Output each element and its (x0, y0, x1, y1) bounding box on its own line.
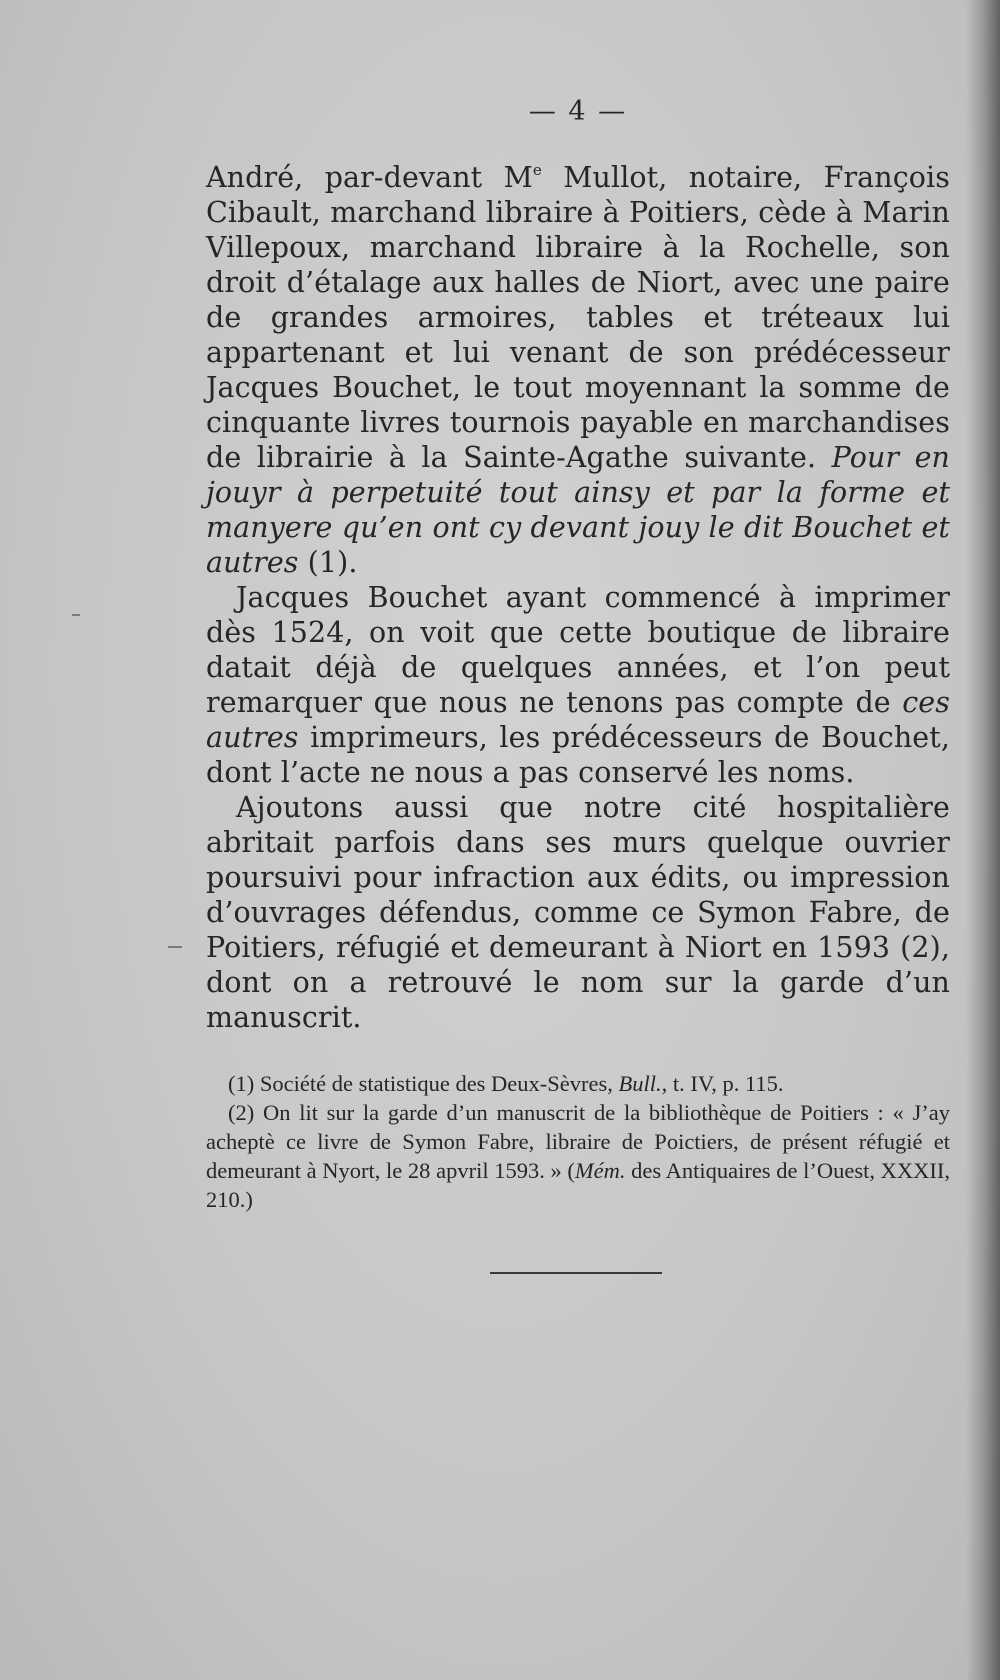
paragraph-3 (206, 790, 950, 1035)
body-text (206, 153, 950, 1035)
margin-mark (168, 946, 182, 948)
page-content (206, 96, 950, 1214)
book-spine-shadow (966, 0, 1000, 1680)
text-segment: Mém. (574, 1158, 626, 1183)
text-segment: Jacques Bouchet ayant commencé à imprimer dès 1524, on voit que cette boutique de libraire datait déjà de quelques années, et l’on peut remarquer que nous ne tenons pas compte de (206, 581, 950, 719)
page-number: — 4 — (528, 96, 628, 127)
text-segment: Bull. (618, 1071, 662, 1096)
text-segment: e (532, 161, 542, 179)
text-segment: (1) Société de statistique des Deux-Sèvres, (228, 1071, 619, 1096)
footnote-2 (206, 1098, 950, 1214)
paragraph-2 (206, 580, 950, 790)
text-segment: (1). (298, 546, 358, 579)
text-segment: des Antiquaires de l’Ouest, XXXII, 210.) (206, 1158, 950, 1212)
margin-mark (72, 614, 80, 616)
text-segment: André, par-devant M (206, 161, 533, 194)
text-segment: ces autres (206, 686, 950, 754)
text-segment: Pour en jouyr à perpetuité tout ainsy et par la forme et manyere qu’en ont cy devant jouy le dit Bouchet et autres (206, 441, 951, 579)
text-segment: imprimeurs, les prédécesseurs de Bouchet, dont l’acte ne nous a pas conservé les noms. (206, 721, 950, 789)
footnotes (206, 1069, 950, 1214)
end-rule (490, 1272, 662, 1274)
text-segment: Mullot, notaire, François Cibault, marchand libraire à Poitiers, cède à Marin Villepoux, marchand libraire à la Rochelle, son droit d’étalage aux halles de Niort, avec une paire de grandes armoires, tables et tréteaux lui appartenant et lui venant de son prédécesseur Jacques Bouchet, le tout moyennant la somme de cinquante livres tournois payable en marchandises de librairie à la Sainte-Agathe suivante. (206, 161, 950, 474)
text-segment: Ajoutons aussi que notre cité hospitalière abritait parfois dans ses murs quelque ouvrier poursuivi pour infraction aux édits, ou impression d’ouvrages défendus, comme ce Symon Fabre, de Poitiers, réfugié et demeurant à Niort en 1593 (2), dont on a retrouvé le nom sur la garde d’un manuscrit. (206, 791, 950, 1034)
text-segment: , t. IV, p. 115. (661, 1071, 784, 1096)
footnote-1 (206, 1069, 950, 1098)
paragraph-1 (206, 153, 950, 580)
text-segment: (2) On lit sur la garde d’un manuscrit de la bibliothèque de Poitiers : « J’ay acheptè ce livre de Symon Fabre, libraire de Poictiers, de présent réfugié et demeurant à Nyort, le 28 apvril 1593. » ( (206, 1100, 950, 1183)
